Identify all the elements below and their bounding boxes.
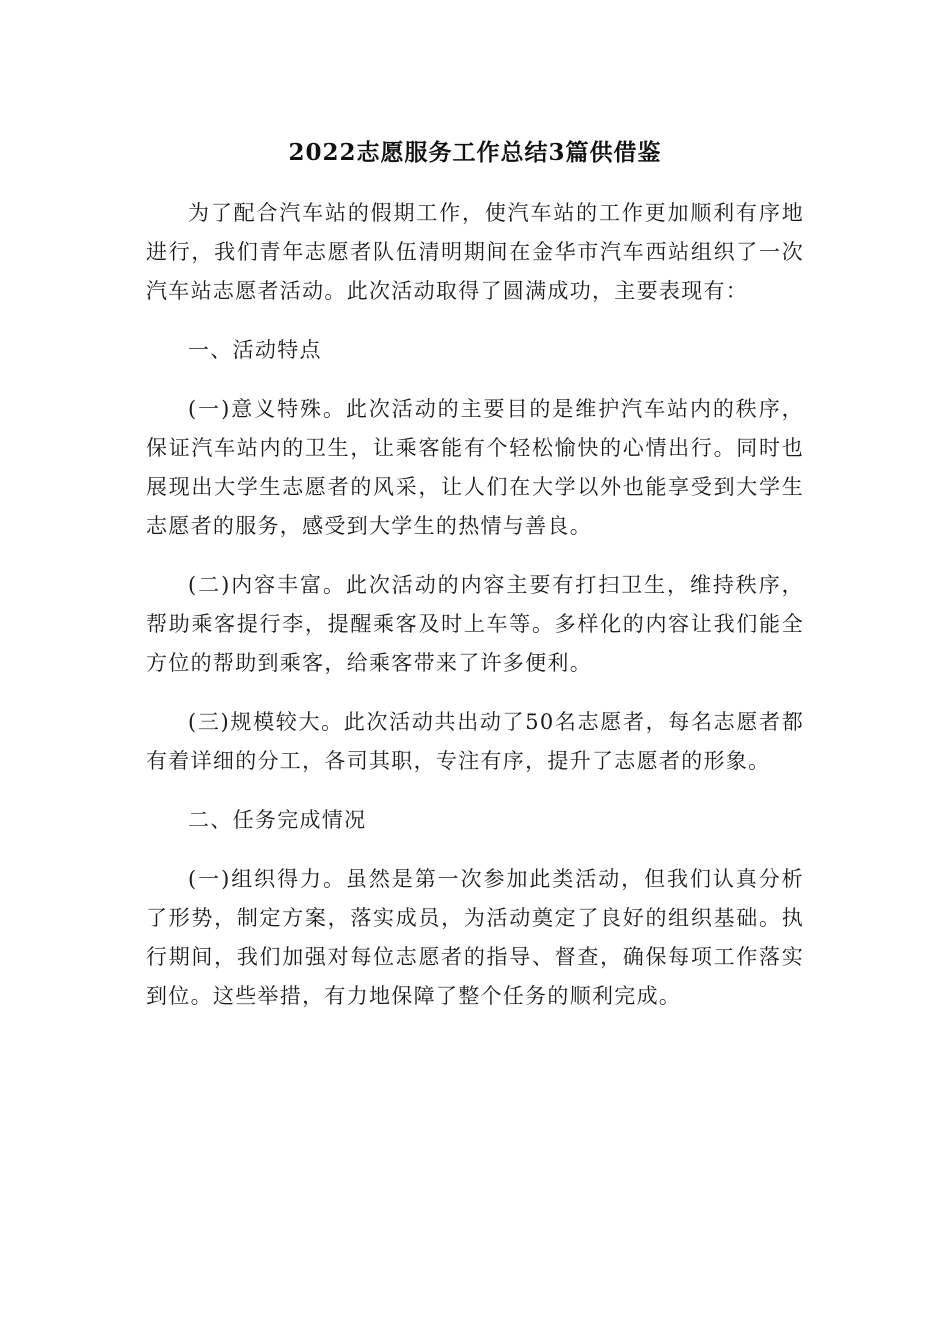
document-title: 2022志愿服务工作总结3篇供借鉴 (288, 139, 662, 166)
paragraph-large-scale: (三)规模较大。此次活动共出动了50名志愿者，每名志愿者都有着详细的分工，各司其职，专注有序，提升了志愿者的形象。 (146, 710, 804, 773)
document-body (146, 194, 804, 1016)
section-heading-activity-features: 一、活动特点 (188, 338, 322, 362)
paragraph-rich-content: (二)内容丰富。此次活动的内容主要有打扫卫生，维持秩序，帮助乘客提行李，提醒乘客及时上车等。多样化的内容让我们能全方位的帮助到乘客，给乘客带来了许多便利。 (146, 573, 804, 675)
paragraph-organization: (一)组织得力。虽然是第一次参加此类活动，但我们认真分析了形势，制定方案，落实成员，为活动奠定了良好的组织基础。执行期间，我们加强对每位志愿者的指导、督查，确保每项工作落实到位。这些举措，有力地保障了整个任务的顺利完成。 (146, 867, 804, 1008)
paragraph-special-significance: (一)意义特殊。此次活动的主要目的是维护汽车站内的秩序，保证汽车站内的卫生，让乘客能有个轻松愉快的心情出行。同时也展现出大学生志愿者的风采，让人们在大学以外也能享受到大学生志愿者的服务，感受到大学生的热情与善良。 (146, 397, 804, 538)
section-heading-task-completion: 二、任务完成情况 (188, 808, 367, 832)
intro-paragraph: 为了配合汽车站的假期工作，使汽车站的工作更加顺利有序地进行，我们青年志愿者队伍清明期间在金华市汽车西站组织了一次汽车站志愿者活动。此次活动取得了圆满成功，主要表现有： (146, 201, 804, 303)
